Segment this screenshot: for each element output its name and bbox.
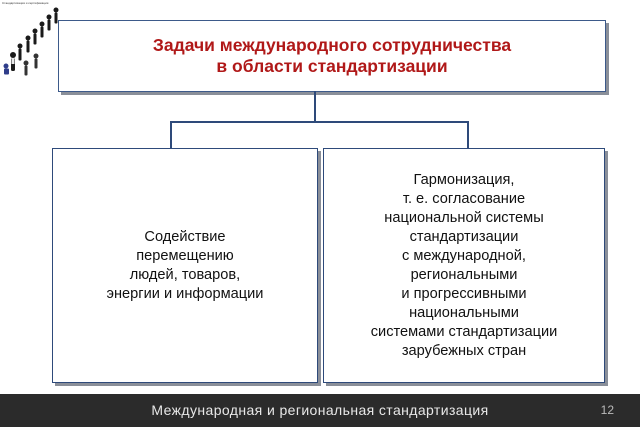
task-box-harmonization-line: региональными (410, 266, 518, 283)
task-box-harmonization-line: системами стандартизации (370, 323, 558, 340)
task-box-harmonization (323, 148, 605, 383)
task-box-harmonization-line: с международной, (402, 247, 526, 264)
task-box-mobility-line: людей, товаров, (129, 266, 241, 283)
footer-bar (0, 394, 640, 427)
page-number: 12 (600, 403, 614, 417)
task-box-harmonization-text (371, 171, 558, 361)
task-box-mobility-line: Содействие (144, 228, 226, 245)
task-box-harmonization-line: и прогрессивными (401, 285, 527, 302)
task-box-mobility-line: энергии и информации (106, 285, 264, 302)
title-line-1: Задачи международного сотрудничества (152, 35, 512, 55)
task-box-mobility-line: перемещению (136, 247, 234, 264)
title-box (58, 20, 606, 92)
task-box-mobility-text (107, 228, 264, 304)
task-box-harmonization-line: стандартизации (409, 228, 519, 245)
task-box-harmonization-line: зарубежных стран (401, 342, 527, 359)
task-box-harmonization-line: т. е. согласование (402, 190, 526, 207)
task-box-harmonization-line: национальными (409, 304, 519, 321)
title-line-2: в области стандартизации (216, 56, 448, 76)
footer-title: Международная и региональная стандартизация (151, 402, 489, 418)
connector-right-drop (467, 121, 469, 149)
task-box-harmonization-line: Гармонизация, (413, 171, 515, 188)
corner-caption: Стандартизация и сертификация (2, 1, 49, 5)
task-box-harmonization-line: национальной системы (384, 209, 544, 226)
connector-vertical-top (314, 91, 316, 122)
connector-horizontal (170, 121, 469, 123)
task-box-mobility (52, 148, 318, 383)
connector-left-drop (170, 121, 172, 149)
